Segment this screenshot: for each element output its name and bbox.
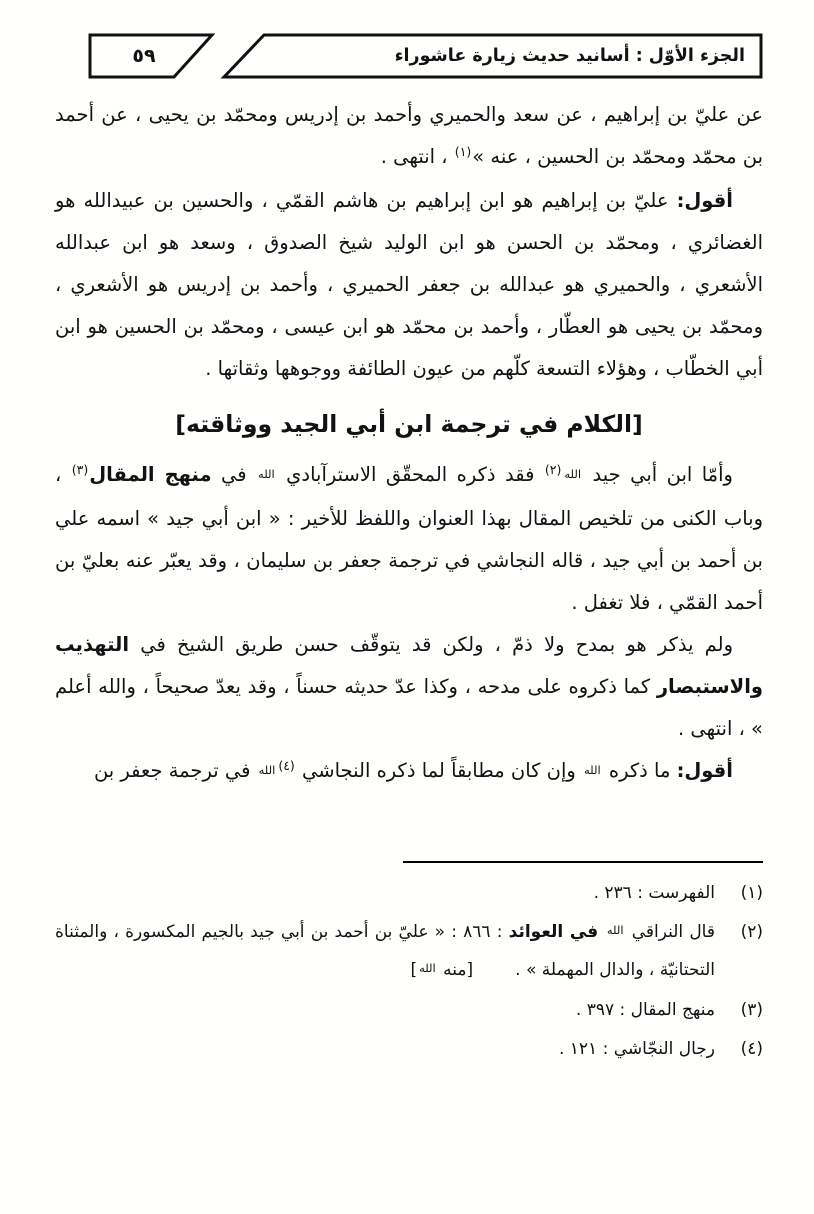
aqul-lead: أقول:: [676, 189, 733, 212]
text-run: منهج المقال : ٣٩٧ .: [575, 1000, 715, 1020]
text-run: عليّ بن إبراهيم هو ابن إبراهيم بن هاشم القمّي ، والحسين بن عبيدالله هو الغضائري ، ومحمّد بن الحسن هو ابن الوليد شيخ الصدوق ، وسعد هو ابن عبدالله الأشعري ، والحميري هو عبدالله بن جعفر الحميري ، وأحمد بن إدريس هو الأشعري ، ومحمّد بن يحيى هو العطّار ، وأحمد بن محمّد هو ابن عيسى ، ومحمّد بن الحسين هو ابن أبي الخطّاب ، وهؤلاء التسعة كلّهم من عيون الطائفة ووجوهها وثقاتها .: [55, 189, 763, 380]
footnote-number: (٣): [740, 1000, 763, 1020]
footnote-ref-3: (٣): [71, 462, 89, 477]
paragraph-5: [55, 750, 763, 794]
running-title: الجزء الأوّل : أسانيد حديث زيارة عاشوراء: [394, 46, 745, 66]
footnote-text: [55, 1031, 715, 1068]
honorific-mark: الله: [564, 467, 582, 481]
text-run: في: [211, 463, 257, 486]
text-run: كما ذكروه على مدحه ، وكذا عدّ حديثه حسناً ، وقد يعدّ صحيحاً ، والله أعلم » ، انتهى .: [55, 675, 763, 740]
text-run: ، وباب الكنى من تلخيص المقال بهذا العنوان واللفظ للأخير : « ابن أبي جيد » اسمه علي بن أحمد بن أبي جيد ، قاله النجاشي في ترجمة جعفر بن سليمان ، وقد يعبّر عنه بعليّ بن أحمد القمّي ، فلا تغفل .: [55, 463, 763, 614]
text-run: ولم يذكر هو بمدح ولا ذمّ ، ولكن قد يتوقّف حسن طريق الشيخ في: [129, 633, 733, 656]
footnote-4: [55, 1031, 763, 1068]
honorific-mark: الله: [258, 467, 275, 481]
footnote-1: [55, 875, 763, 912]
paragraph-4: [55, 624, 763, 750]
footnote-3: [55, 992, 763, 1029]
footnote-number: (١): [740, 883, 763, 903]
footnote-ref-2: (٢): [544, 462, 562, 477]
section-heading: [الكلام في ترجمة ابن أبي الجيد ووثاقته]: [175, 410, 643, 438]
honorific-mark: الله: [419, 961, 436, 975]
footnote-2: [55, 914, 763, 990]
text-run: ]: [410, 960, 418, 980]
text-run: فقد ذكره المحقّق الاسترآبادي: [276, 463, 544, 486]
text-run: الفهرست : ٢٣٦ .: [593, 883, 715, 903]
footnote-number: (٢): [740, 922, 763, 942]
page-number: ٥٩: [132, 45, 156, 67]
text-run: ما ذكره: [602, 759, 677, 782]
footnote-separator: [403, 861, 763, 863]
text-run: وأمّا ابن أبي جيد: [583, 463, 733, 486]
paragraph-3: [55, 454, 763, 624]
text-run: قال النراقي: [625, 922, 715, 942]
book-title-awaid: في العوائد: [508, 922, 605, 942]
page-header: [88, 33, 763, 79]
text-run: وإن كان مطابقاً لما ذكره النجاشي: [295, 759, 582, 782]
text-run: عن عليّ بن إبراهيم ، عن سعد والحميري وأحمد بن إدريس ومحمّد بن يحيى ، عن أحمد بن محمّد ومحمّد بن الحسين ، عنه »: [55, 103, 763, 168]
honorific-mark: الله: [583, 763, 601, 777]
footnote-text: [55, 914, 715, 990]
honorific-mark: الله: [258, 763, 276, 777]
book-title-manhaj: منهج المقال: [89, 463, 212, 486]
footnote-text: [55, 875, 715, 912]
page-body: [55, 94, 763, 794]
footnote-number: (٤): [740, 1039, 763, 1059]
aqul-lead: أقول:: [676, 759, 733, 782]
footnote-ref-1: (١): [454, 144, 472, 159]
text-run: في ترجمة جعفر بن: [93, 759, 257, 782]
honorific-mark: الله: [606, 923, 624, 937]
paragraph-1: [55, 94, 763, 180]
book-title-tahdhib-istibsar: التهذيب والاستبصار: [55, 633, 763, 698]
paragraph-2: [55, 180, 763, 390]
text-run: [منه: [437, 960, 474, 980]
text-run: ، انتهى .: [380, 145, 454, 168]
footnotes-section: [55, 861, 763, 1070]
text-run: رجال النجّاشي : ١٢١ .: [558, 1039, 715, 1059]
footnote-ref-4: (٤): [278, 758, 295, 773]
text-run: : ٨٦٦ : « عليّ بن أحمد بن أبي جيد بالجيم المكسورة ، والمثناة التحتانيّة ، والدال المهملة » .: [55, 922, 715, 980]
footnote-text: [55, 992, 715, 1029]
